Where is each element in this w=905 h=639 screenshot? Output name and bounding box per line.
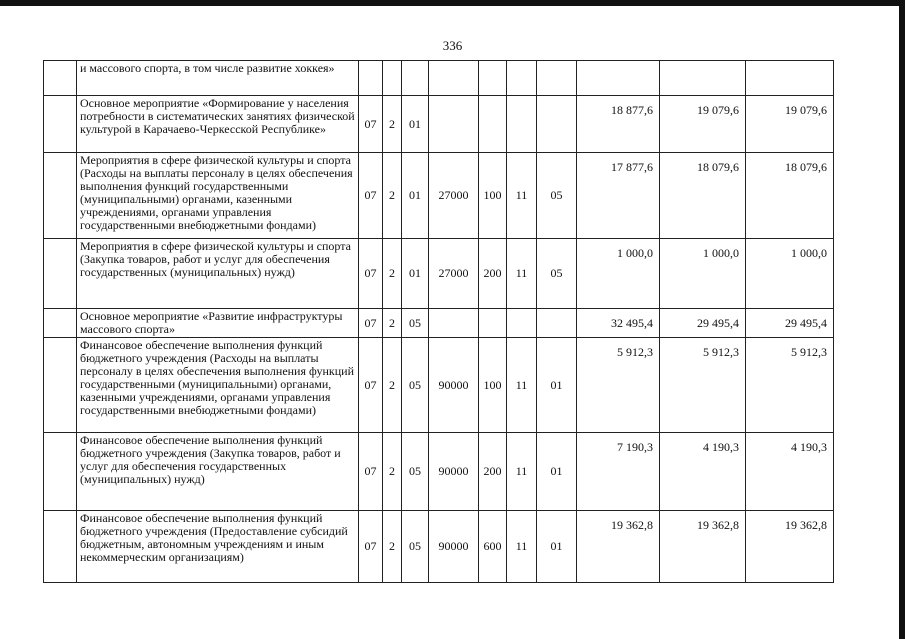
row-number-cell [44, 338, 77, 433]
subsection-code: 01 [537, 338, 577, 433]
item-name: Основное мероприятие «Формирование у населения потребности в систематических занятиях физической культурой в Карачаево-Черкесской Республике» [77, 96, 359, 153]
amount-year-2: 19 362,8 [660, 511, 746, 583]
subsection-code: 01 [537, 511, 577, 583]
expense-code [429, 309, 479, 338]
row-number-cell [44, 511, 77, 583]
amount-year-2: 5 912,3 [660, 338, 746, 433]
item-name: Финансовое обеспечение выполнения функций бюджетного учреждения (Предоставление субсидий бюджетным, автономным учреждениям и иным некоммерческим организациям) [77, 511, 359, 583]
subprogram-code: 2 [383, 96, 402, 153]
section-code [507, 96, 537, 153]
item-name: и массового спорта, в том числе развитие хоккея» [77, 61, 359, 96]
event-code: 05 [402, 338, 429, 433]
amount-year-2: 1 000,0 [660, 239, 746, 309]
amount-year-3 [746, 61, 834, 96]
event-code: 01 [402, 153, 429, 239]
section-code: 11 [507, 511, 537, 583]
subprogram-code: 2 [383, 153, 402, 239]
subprogram-code [383, 61, 402, 96]
expense-code: 90000 [429, 338, 479, 433]
table-row [44, 96, 834, 153]
amount-year-1: 7 190,3 [577, 433, 660, 511]
scan-edge-top [0, 0, 905, 6]
table-row [44, 309, 834, 338]
chapter-code: 07 [359, 239, 383, 309]
amount-year-3: 1 000,0 [746, 239, 834, 309]
subprogram-code: 2 [383, 239, 402, 309]
subsection-code [537, 96, 577, 153]
section-code: 11 [507, 153, 537, 239]
table-row [44, 61, 834, 96]
row-number-cell [44, 96, 77, 153]
expense-code [429, 61, 479, 96]
chapter-code: 07 [359, 153, 383, 239]
amount-year-1: 18 877,6 [577, 96, 660, 153]
event-code: 05 [402, 433, 429, 511]
amount-year-2 [660, 61, 746, 96]
expense-code: 90000 [429, 433, 479, 511]
subprogram-code: 2 [383, 309, 402, 338]
section-code [507, 309, 537, 338]
amount-year-1: 32 495,4 [577, 309, 660, 338]
expense-type [479, 61, 507, 96]
row-number-cell [44, 433, 77, 511]
chapter-code: 07 [359, 96, 383, 153]
amount-year-2: 4 190,3 [660, 433, 746, 511]
subprogram-code: 2 [383, 433, 402, 511]
chapter-code: 07 [359, 511, 383, 583]
row-number-cell [44, 309, 77, 338]
amount-year-1: 5 912,3 [577, 338, 660, 433]
expense-code [429, 96, 479, 153]
expense-type: 200 [479, 433, 507, 511]
table-row [44, 153, 834, 239]
row-number-cell [44, 153, 77, 239]
budget-table [43, 60, 834, 583]
amount-year-1: 1 000,0 [577, 239, 660, 309]
amount-year-2: 18 079,6 [660, 153, 746, 239]
section-code [507, 61, 537, 96]
table-row [44, 239, 834, 309]
section-code: 11 [507, 433, 537, 511]
expense-type: 100 [479, 338, 507, 433]
event-code: 01 [402, 239, 429, 309]
item-name: Финансовое обеспечение выполнения функций бюджетного учреждения (Расходы на выплаты персоналу в целях обеспечения выполнения функций государственными (муниципальными) органами, казенными учреждениями, органами управления государственными внебюджетными фондами) [77, 338, 359, 433]
subsection-code: 05 [537, 239, 577, 309]
table-row [44, 433, 834, 511]
item-name: Финансовое обеспечение выполнения функций бюджетного учреждения (Закупка товаров, работ и услуг для обеспечения государственных (муниципальных) нужд) [77, 433, 359, 511]
subsection-code [537, 309, 577, 338]
amount-year-1 [577, 61, 660, 96]
amount-year-3: 19 079,6 [746, 96, 834, 153]
expense-type [479, 309, 507, 338]
amount-year-3: 29 495,4 [746, 309, 834, 338]
row-number-cell [44, 239, 77, 309]
amount-year-2: 19 079,6 [660, 96, 746, 153]
chapter-code: 07 [359, 338, 383, 433]
expense-type: 200 [479, 239, 507, 309]
amount-year-3: 18 079,6 [746, 153, 834, 239]
amount-year-3: 5 912,3 [746, 338, 834, 433]
subsection-code: 01 [537, 433, 577, 511]
chapter-code [359, 61, 383, 96]
subprogram-code: 2 [383, 338, 402, 433]
chapter-code: 07 [359, 433, 383, 511]
amount-year-3: 4 190,3 [746, 433, 834, 511]
row-number-cell [44, 61, 77, 96]
page-number: 336 [442, 38, 463, 53]
table-row [44, 511, 834, 583]
expense-type [479, 96, 507, 153]
subsection-code [537, 61, 577, 96]
expense-type: 100 [479, 153, 507, 239]
item-name: Мероприятия в сфере физической культуры и спорта (Расходы на выплаты персоналу в целях обеспечения выполнения функций государственными (муниципальными) органами, казенными учреждениями, органами управления государственными внебюджетными фондами) [77, 153, 359, 239]
subsection-code: 05 [537, 153, 577, 239]
chapter-code: 07 [359, 309, 383, 338]
section-code: 11 [507, 338, 537, 433]
amount-year-1: 19 362,8 [577, 511, 660, 583]
scan-edge-right [899, 0, 905, 639]
amount-year-2: 29 495,4 [660, 309, 746, 338]
expense-type: 600 [479, 511, 507, 583]
table-row [44, 338, 834, 433]
event-code: 05 [402, 511, 429, 583]
event-code [402, 61, 429, 96]
amount-year-1: 17 877,6 [577, 153, 660, 239]
expense-code: 27000 [429, 153, 479, 239]
expense-code: 90000 [429, 511, 479, 583]
expense-code: 27000 [429, 239, 479, 309]
subprogram-code: 2 [383, 511, 402, 583]
amount-year-3: 19 362,8 [746, 511, 834, 583]
item-name: Мероприятия в сфере физической культуры и спорта (Закупка товаров, работ и услуг для обеспечения государственных (муниципальных) нужд) [77, 239, 359, 309]
event-code: 01 [402, 96, 429, 153]
section-code: 11 [507, 239, 537, 309]
event-code: 05 [402, 309, 429, 338]
item-name: Основное мероприятие «Развитие инфраструктуры массового спорта» [77, 309, 359, 338]
